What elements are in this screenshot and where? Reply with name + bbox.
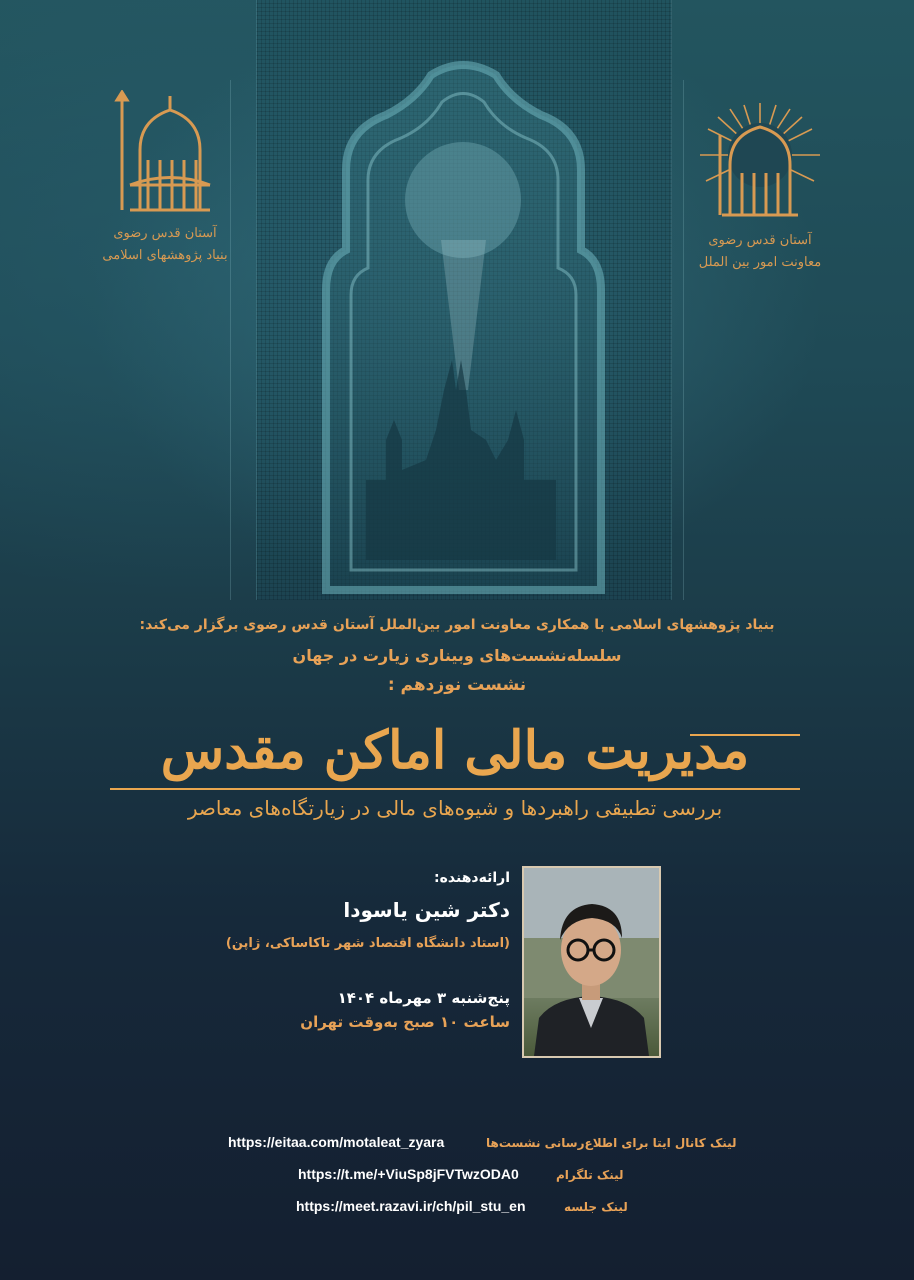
shrine-emblem-icon [100,90,230,220]
event-date: پنج‌شنبه ۳ مهرماه ۱۴۰۴ [337,989,510,1007]
left-logo-line2: بنیاد پژوهشهای اسلامی [102,248,228,263]
presenter-name: دکتر شین یاسودا [343,898,510,922]
title-underline [110,788,800,790]
foundation-logo [100,90,230,290]
presenter-label: ارائه‌دهنده: [434,870,510,886]
frame-line [683,80,684,600]
astan-quds-logo [690,95,830,285]
telegram-link-label: لینک تلگرام [556,1168,624,1182]
telegram-link[interactable]: https://t.me/+ViuSp8jFVTwzODA0 [298,1166,519,1182]
eitaa-link-label: لینک کانال ایتا برای اطلاع‌رسانی نشست‌ها [486,1136,737,1150]
session-number: نشست نوزدهم : [387,675,527,695]
presenter-photo [522,866,661,1058]
series-title: سلسله‌نشست‌های وبیناری زیارت در جهان [292,646,622,665]
eitaa-link[interactable]: https://eitaa.com/motaleat_zyara [228,1134,445,1150]
subtitle: بررسی تطبیقی راهبردها و شیوه‌های مالی در زیارتگاه‌های معاصر [187,796,723,820]
presenter-portrait [524,868,659,1056]
organizer-line: بنیاد پژوهشهای اسلامی با همکاری معاونت امور بین‌الملل آستان قدس رضوی برگزار می‌کند: [139,617,775,633]
meeting-link[interactable]: https://meet.razavi.ir/ch/pil_stu_en [296,1198,526,1214]
main-title: مدیریت مالی اماکن مقدس [160,720,750,781]
presenter-affiliation: (استاد دانشگاه اقتصاد شهر تاکاساکی، ژاپن) [225,936,510,951]
presenter-info [226,870,510,1031]
meeting-link-label: لینک جلسه [564,1200,628,1214]
left-logo-line1: آستان قدس رضوی [113,226,217,241]
event-time: ساعت ۱۰ صبح به‌وقت تهران [300,1013,510,1031]
arch-illustration [256,60,670,600]
shrine-sunburst-icon [690,95,830,225]
right-logo-line2: معاونت امور بین الملل [698,255,822,270]
right-logo-line1: آستان قدس رضوی [708,233,812,248]
frame-line [230,80,231,600]
